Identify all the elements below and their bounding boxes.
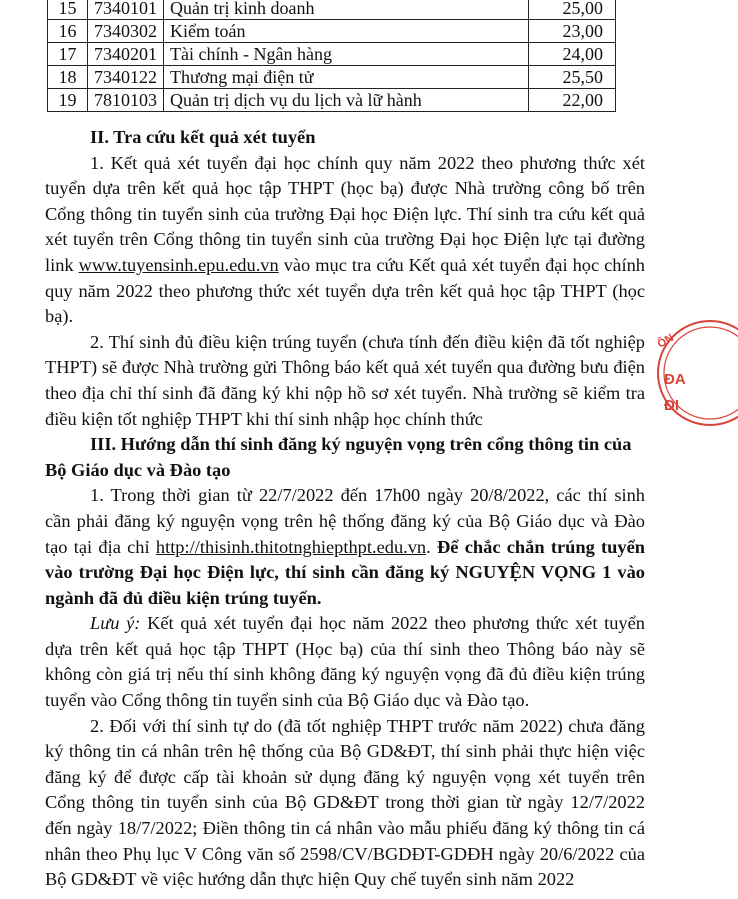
admission-score: 23,00: [529, 20, 616, 43]
admission-score: 25,50: [529, 66, 616, 89]
section-2-paragraph-2: 2. Thí sinh đủ điều kiện trúng tuyển (chưa tính đến điều kiện đã tốt nghiệp THPT) sẽ được Nhà trường gửi Thông báo kết quả xét tuyển qua đường bưu điện theo địa chỉ thí sinh đã đăng ký khi nộp hồ sơ xét tuyển. Nhà trường sẽ kiểm tra điều kiện tốt nghiệp THPT khi thí sinh nhập học chính thức: [45, 331, 645, 429]
paragraph-text: vào mục tra cứu Kết quả xét tuyển đại học chính quy năm 2022 theo phương thức xét tuyển dựa trên kết quả học tập THPT (học bạ).: [45, 254, 645, 327]
table-row: [48, 43, 616, 66]
row-number: 15: [48, 0, 88, 20]
major-code: 7340201: [88, 43, 164, 66]
major-name: Quản trị kinh doanh: [164, 0, 529, 20]
admission-score: 22,00: [529, 89, 616, 112]
row-number: 17: [48, 43, 88, 66]
section-3-heading-cont: Bộ Giáo dục và Đào tạo: [45, 459, 231, 480]
row-number: 19: [48, 89, 88, 112]
admission-score-table: [47, 0, 616, 112]
admission-score: 24,00: [529, 43, 616, 66]
table-row: [48, 0, 616, 20]
stamp-text-mid: ĐA: [664, 371, 686, 388]
major-name: Thương mại điện tử: [164, 66, 529, 89]
row-number: 16: [48, 20, 88, 43]
section-2-paragraph-1: [45, 151, 645, 330]
section-3-heading: [45, 432, 645, 458]
note-label: Lưu ý:: [90, 613, 141, 634]
emphasis-text: Để chắc chắn trúng tuyển vào trường Đại học Điện lực, thí sinh cần đăng ký NGUYỆN VỌNG 1 vào ngành đã đủ điều kiện trúng tuyển.: [45, 536, 645, 608]
major-code: 7810103: [88, 89, 164, 112]
major-name: Tài chính - Ngân hàng: [164, 43, 529, 66]
paragraph-text: 1. Trong thời gian từ 22/7/2022 đến 17h00 ngày 20/8/2022, các thí sinh cần phải đăng ký nguyện vọng trên hệ thống đăng ký của Bộ Giáo dục và Đào tạo tại địa chỉ: [45, 485, 645, 557]
table-row: [48, 20, 616, 43]
paragraph-text: 1. Kết quả xét tuyển đại học chính quy năm 2022 theo phương thức xét tuyển dựa trên kết quả học tập THPT (học bạ) được Nhà trường công bố trên Cổng thông tin tuyển sinh của trường Đại học Điện lực. Thí sinh tra cứu kết quả xét tuyển trên Cổng thông tin tuyển sinh của trường Đại học Điện lực tại đường link: [45, 152, 645, 275]
major-code: 7340302: [88, 20, 164, 43]
major-name: Quản trị dịch vụ du lịch và lữ hành: [164, 89, 529, 112]
section-3-paragraph-1: [45, 483, 645, 611]
document-body: [45, 125, 645, 893]
section-3-note: [45, 611, 645, 713]
admission-score: 25,00: [529, 0, 616, 20]
stamp-text-bot: ĐI: [664, 397, 679, 414]
section-2-heading: II. Tra cứu kết quả xét tuyển: [90, 127, 316, 147]
table-row: [48, 66, 616, 89]
note-text: Kết quả xét tuyển đại học năm 2022 theo phương thức xét tuyển dựa trên kết quả học tập THPT (Học bạ) của thí sinh theo Thông báo này sẽ không còn giá trị nếu thí sinh không đăng ký nguyện vọng đã đủ điều kiện trúng tuyển vào Cổng thông tin tuyển sinh của Bộ Giáo dục và Đào tạo.: [45, 613, 645, 711]
paragraph-text: .: [426, 536, 438, 557]
stamp-text-top: ÔN: [655, 331, 676, 351]
red-stamp-fragment: [648, 318, 738, 428]
major-code: 7340122: [88, 66, 164, 89]
row-number: 18: [48, 66, 88, 89]
thisinh-link[interactable]: http://thisinh.thitotnghiepthpt.edu.vn: [155, 536, 427, 557]
major-name: Kiểm toán: [164, 20, 529, 43]
tuyensinh-link[interactable]: www.tuyensinh.epu.edu.vn: [78, 254, 279, 275]
section-3-paragraph-2: 2. Đối với thí sinh tự do (đã tốt nghiệp THPT trước năm 2022) chưa đăng ký thông tin cá nhân trên hệ thống của Bộ GD&ĐT, thí sinh phải thực hiện việc đăng ký để được cấp tài khoản sử dụng đăng ký nguyện vọng xét tuyển trên Cổng thông tin tuyển sinh của Bộ GD&ĐT trong thời gian từ ngày 12/7/2022 đến ngày 18/7/2022; Điền thông tin cá nhân vào mẫu phiếu đăng ký thông tin cá nhân theo Phụ lục V Công văn số 2598/CV/BGDĐT-GDĐH ngày 20/6/2022 của Bộ GD&ĐT về việc hướng dẫn thực hiện Quy chế tuyển sinh năm 2022: [45, 715, 645, 890]
heading-text: III. Hướng dẫn thí sinh đăng ký nguyện vọng trên cổng thông tin của: [90, 434, 632, 455]
major-code: 7340101: [88, 0, 164, 20]
table-row: [48, 89, 616, 112]
